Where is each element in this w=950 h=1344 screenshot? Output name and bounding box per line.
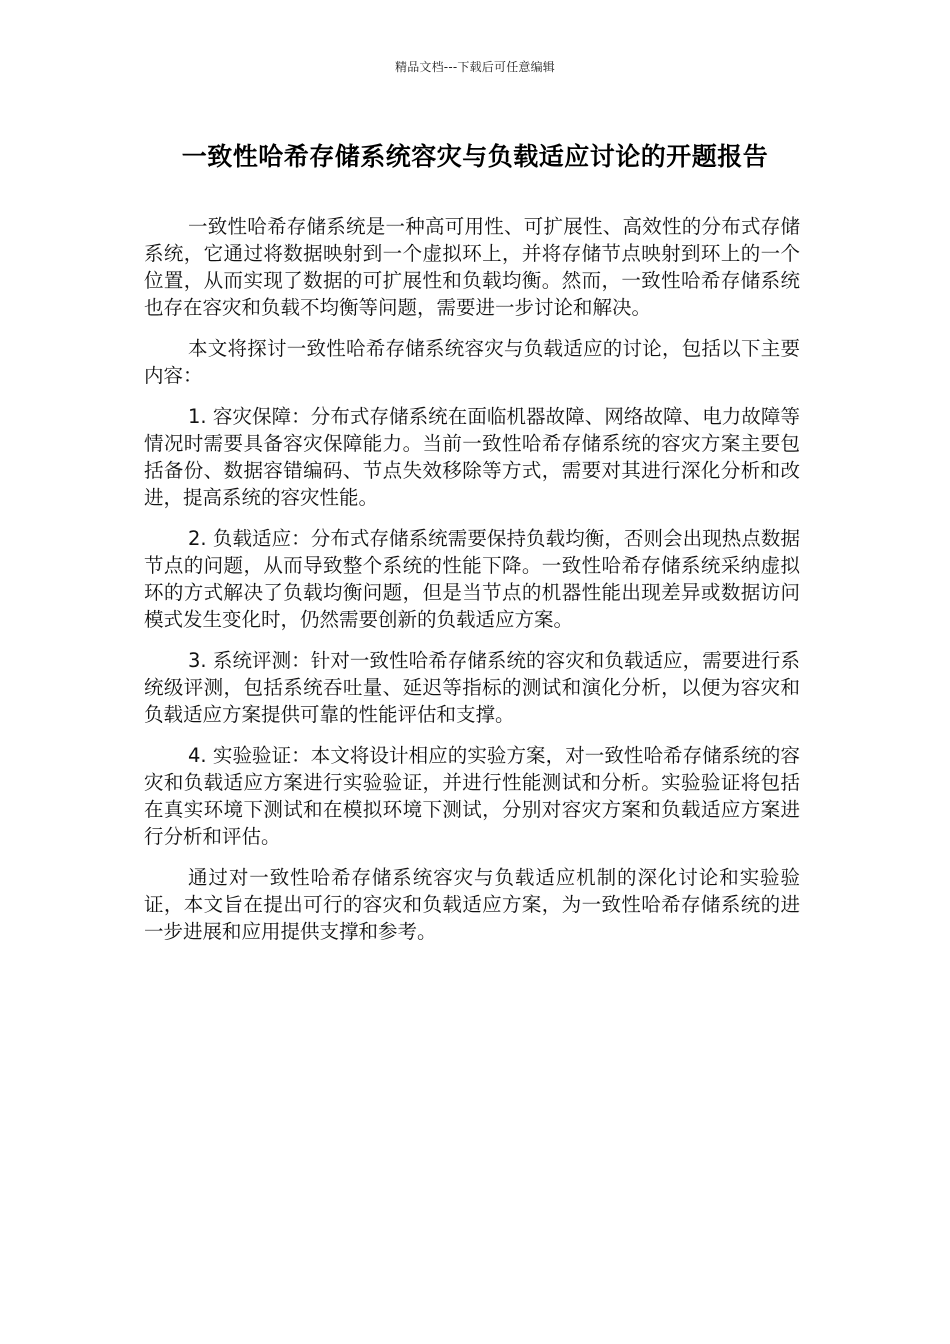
paragraph-item-2: 2. 负载适应：分布式存储系统需要保持负载均衡，否则会出现热点数据节点的问题，从而导致整个系统的性能下降。一致性哈希存储系统采纳虚拟环的方式解决了负载均衡问题，但是当节点的机器性能出现差异或数据访问模式发生变化时，仍然需要创新的负载适应方案。 — [144, 527, 800, 631]
paragraph-intro: 一致性哈希存储系统是一种高可用性、可扩展性、高效性的分布式存储系统，它通过将数据映射到一个虚拟环上，并将存储节点映射到环上的一个位置，从而实现了数据的可扩展性和负载均衡。然而，一致性哈希存储系统也存在容灾和负载不均衡等问题，需要进一步讨论和解决。 — [144, 215, 800, 319]
document-body — [144, 213, 800, 959]
paragraph-conclusion: 通过对一致性哈希存储系统容灾与负载适应机制的深化讨论和实验验证，本文旨在提出可行的容灾和负载适应方案，为一致性哈希存储系统的进一步进展和应用提供支撑和参考。 — [144, 866, 800, 943]
paragraph-item-4: 4. 实验验证：本文将设计相应的实验方案，对一致性哈希存储系统的容灾和负载适应方案进行实验验证，并进行性能测试和分析。实验验证将包括在真实环境下测试和在模拟环境下测试，分别对容灾方案和负载适应方案进行分析和评估。 — [144, 744, 800, 848]
paragraph-overview: 本文将探讨一致性哈希存储系统容灾与负载适应的讨论，包括以下主要内容： — [144, 337, 800, 387]
document-title: 一致性哈希存储系统容灾与负载适应讨论的开题报告 — [181, 142, 769, 171]
header-note: 精品文档---下载后可任意编辑 — [395, 60, 555, 74]
paragraph-item-1: 1. 容灾保障：分布式存储系统在面临机器故障、网络故障、电力故障等情况时需要具备容灾保障能力。当前一致性哈希存储系统的容灾方案主要包括备份、数据容错编码、节点失效移除等方式，需要对其进行深化分析和改进，提高系统的容灾性能。 — [144, 405, 800, 509]
paragraph-item-3: 3. 系统评测：针对一致性哈希存储系统的容灾和负载适应，需要进行系统级评测，包括系统吞吐量、延迟等指标的测试和演化分析，以便为容灾和负载适应方案提供可靠的性能评估和支撑。 — [144, 649, 800, 726]
